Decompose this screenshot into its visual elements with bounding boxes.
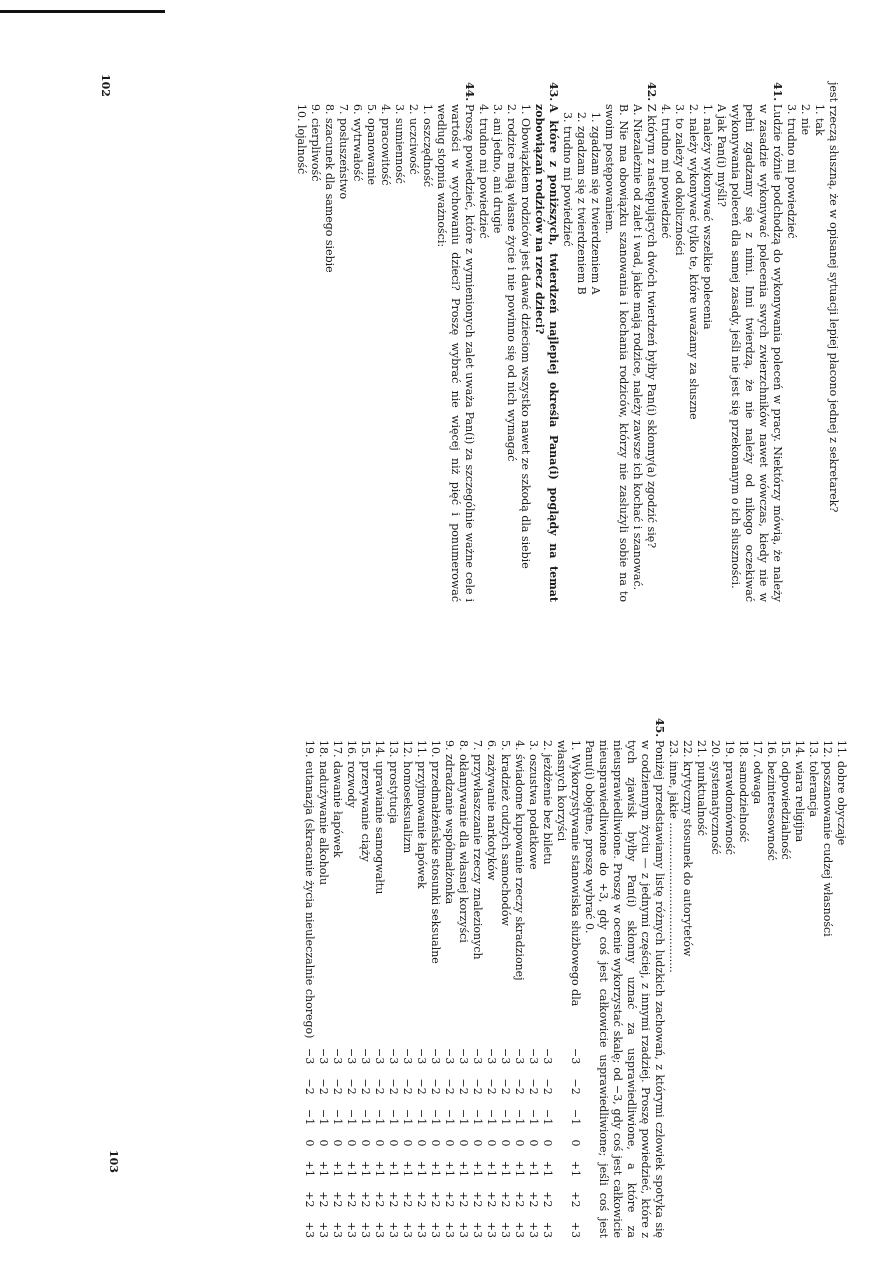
scale-value[interactable]: −2 [443,1078,456,1095]
option-item: 16. bezinteresowność [765,740,778,861]
question-number: 41. [771,82,784,102]
option-item: 10. lojalność [295,104,308,175]
option-item: 12. poszanowanie cudzej własności [821,740,834,937]
behaviour-label: 1. Wykorzystywanie stanowiska służbowego dla własnych korzyści [555,740,582,1007]
scale-value[interactable]: −2 [541,1078,554,1095]
scale-value[interactable]: −2 [387,1078,400,1095]
table-row [302,740,316,1238]
scale-value[interactable]: −2 [471,1078,484,1095]
scale-value[interactable]: +3 [499,1221,512,1238]
scale-value[interactable]: +1 [471,1160,484,1177]
scale-value[interactable]: +1 [415,1160,428,1177]
scale-value[interactable]: −3 [429,1048,442,1065]
table-row [484,740,498,1238]
option-item: 4. pracowitość [379,104,392,186]
behaviour-label: 14. uprawianie samogwałtu [373,740,386,895]
scale-value[interactable]: −1 [387,1109,400,1126]
behaviour-label: 19. eutanazja (skracanie życia nieuleczalnie chorego) [303,740,316,1039]
scale-value[interactable]: −2 [569,1078,582,1095]
table-row [414,740,428,1238]
question-43 [532,82,560,602]
behaviour-label: 8. okłamywanie dla własnej korzyści [457,740,470,943]
scale-value[interactable]: −1 [485,1109,498,1126]
scale-value[interactable]: −3 [569,1048,582,1065]
option-item: 2. rodzice mają własne życie i nie powinno się od nich wymagać [505,104,518,462]
option-item: 1. oszczędność [421,104,434,188]
question-text: Proszę powiedzieć, które z wymienionych zalet uważa Pan(i) za szczególnie ważne cele i wartości w wychowaniu dzieci? Proszę wybrać nie więcej niż pięć i ponumerować według stopnia ważności: [435,104,476,602]
scale-value[interactable]: −1 [457,1109,470,1126]
scale-value[interactable]: 0 [317,1139,330,1147]
scale-value[interactable]: −2 [415,1078,428,1095]
table-row [554,740,582,1238]
question-number: 43. [547,82,560,102]
scale-value[interactable]: +3 [443,1221,456,1238]
option-item: 17. odwaga [751,740,764,805]
rating-scale [358,1048,372,1238]
scale-value[interactable]: −3 [499,1048,512,1065]
scale-value[interactable]: −3 [513,1048,526,1065]
option-item: 5. opanowanie [365,104,378,186]
scale-value[interactable]: +2 [331,1191,344,1208]
behaviour-label: 11. przyjmowanie łapówek [415,740,428,889]
scale-value[interactable]: +2 [541,1191,554,1208]
scale-value[interactable]: +1 [541,1160,554,1177]
option-item: 3. ani jedno, ani drugie [491,104,504,234]
scale-value[interactable]: +3 [485,1221,498,1238]
behaviour-label: 9. zdradzanie współmałżonka [443,740,456,905]
rating-scale [400,1048,414,1238]
scale-value[interactable]: 0 [443,1139,456,1147]
scale-value[interactable]: +1 [569,1160,582,1177]
scale-value[interactable]: −3 [373,1048,386,1065]
scale-value[interactable]: −1 [415,1109,428,1126]
scale-value[interactable]: −3 [387,1048,400,1065]
scale-value[interactable]: −1 [499,1109,512,1126]
behaviour-label: 2. jeżdżenie bez biletu [541,740,554,865]
scale-value[interactable]: −2 [513,1078,526,1095]
scale-value[interactable]: 0 [429,1139,442,1147]
scale-value[interactable]: 0 [415,1139,428,1147]
scale-value[interactable]: +3 [373,1221,386,1238]
scale-value[interactable]: +3 [317,1221,330,1238]
scale-value[interactable]: +2 [569,1191,582,1208]
question-43-options [476,82,532,602]
table-row [540,740,554,1238]
option-item: 7. posłuszeństwo [337,104,350,200]
option-item: 1. Obowiązkiem rodziców jest dawać dzieciom wszystko nawet ze szkodą dla siebie [519,104,532,569]
scale-value[interactable]: +2 [345,1191,358,1208]
scale-value[interactable]: +3 [359,1221,372,1238]
scale-value[interactable]: −1 [429,1109,442,1126]
scale-value[interactable]: +1 [317,1160,330,1177]
scale-value[interactable]: −3 [457,1048,470,1065]
question-41-ask: A jak Pan(i) myśli? [715,104,728,207]
option-item: 3. trudno mi powiedzieć [785,104,798,239]
table-row [456,740,470,1238]
scale-value[interactable]: +1 [457,1160,470,1177]
rating-scale [512,1048,526,1238]
scale-value[interactable]: +3 [541,1221,554,1238]
table-row [470,740,484,1238]
scale-value[interactable]: −2 [331,1078,344,1095]
scale-value[interactable]: +2 [471,1191,484,1208]
scale-value[interactable]: −3 [443,1048,456,1065]
table-row [428,740,442,1238]
scale-value[interactable]: +3 [527,1221,540,1238]
scale-value[interactable]: +3 [569,1221,582,1238]
scale-value[interactable]: +3 [513,1221,526,1238]
option-item: 3. sumienność [393,104,406,184]
table-row [498,740,512,1238]
question-text: A które z poniższych, twierdzeń najlepiej określa Pana(i) poglądy na temat zobowiązań rodziców na rzecz dzieci? [533,104,560,602]
rating-scale [526,1048,540,1238]
behaviour-label: 4. świadome kupowanie rzeczy skradzionej [513,740,526,981]
top-rule [0,10,165,13]
intro-text: jest rzeczą słuszną, że w opisanej sytuacji lepiej płacono jednej z sekretarek? [827,82,840,513]
question-44-options [294,82,434,602]
scale-value[interactable]: +2 [387,1191,400,1208]
scale-value[interactable]: 0 [387,1139,400,1147]
scale-value[interactable]: −1 [345,1109,358,1126]
scale-value[interactable]: +3 [429,1221,442,1238]
question-45 [582,718,666,1238]
option-item: 9. cierpliwość [309,104,322,182]
behaviour-label: 16. rozwody [345,740,358,808]
behaviour-label: 12. homoseksualizm [401,740,414,854]
scale-value[interactable]: −1 [443,1109,456,1126]
scale-value[interactable]: +1 [359,1160,372,1177]
rating-scale [540,1048,554,1238]
table-row [442,740,456,1238]
scale-value[interactable]: 0 [359,1139,372,1147]
scale-value[interactable]: +3 [331,1221,344,1238]
scale-value[interactable]: −3 [527,1048,540,1065]
scale-value[interactable]: −2 [457,1078,470,1095]
behaviour-label: 3. oszustwa podatkowe [527,740,540,870]
rating-scale [330,1048,344,1238]
question-text: Z którym z następujących dwóch twierdzeń byłby Pan(i) skłonny(a) zgodzić się? [645,104,658,549]
option-item: 6. wytrwałość [351,104,364,182]
scale-value[interactable]: −3 [471,1048,484,1065]
scale-value[interactable]: 0 [485,1139,498,1147]
option-item: 14. wiara religijna [793,740,806,843]
scale-value[interactable]: −1 [331,1109,344,1126]
scale-value[interactable]: −2 [373,1078,386,1095]
scale-value[interactable]: +1 [331,1160,344,1177]
option-item: 2. zgadzam się z twierdzeniem B [575,112,588,295]
scale-value[interactable]: +1 [303,1160,316,1177]
scale-value[interactable]: −2 [359,1078,372,1095]
scale-value[interactable]: +1 [387,1160,400,1177]
option-item: 23. inne, jakie ........................................... [667,740,680,973]
scale-value[interactable]: 0 [569,1139,582,1147]
scale-value[interactable]: +3 [345,1221,358,1238]
table-row [512,740,526,1238]
option-item: 3. to zależy od okoliczności [673,104,686,256]
table-row [316,740,330,1238]
scale-value[interactable]: −1 [541,1109,554,1126]
scale-value[interactable]: 0 [499,1139,512,1147]
left-page [294,82,840,602]
rating-scale [316,1048,330,1238]
question-text: Ludzie różnie podchodzą do wykonywania poleceń w pracy. Niektórzy mówią, że należy w zasadzie wykonywać polecenia swych zwierzchników nawet wówczas, kiedy nie w pełni zgadzamy się z nimi. Inni twierdzą, że nie należy od nikogo oczekiwać wykonywania poleceń dla samej zasady, jeśli nie jest się przekonanym o ich słuszności. [729,104,784,602]
scale-value[interactable]: 0 [373,1139,386,1147]
scale-value[interactable]: +2 [499,1191,512,1208]
rating-scale [498,1048,512,1238]
behaviour-label: 17. dawanie łapówek [331,740,344,858]
option-item: 11. dobre obyczaje [835,740,848,846]
option-item: 20. systematyczność [709,740,722,855]
behaviour-label: 18. nadużywanie alkoholu [317,740,330,886]
table-row [386,740,400,1238]
scale-value[interactable]: +1 [429,1160,442,1177]
scale-value[interactable]: 0 [513,1139,526,1147]
scale-value[interactable]: −3 [485,1048,498,1065]
scale-value[interactable]: −2 [485,1078,498,1095]
scale-value[interactable]: +3 [471,1221,484,1238]
option-item: 2. należy wykonywać tylko te, które uważamy za słuszne [687,104,700,420]
behaviour-label: 10. przedmałżeńskie stosunki seksualne [429,740,442,964]
scale-value[interactable]: +3 [401,1221,414,1238]
question-42-options [560,82,602,602]
option-item: 21. punktualność [695,740,708,836]
option-item: 1. należy wykonywać wszelkie polecenia [701,104,714,330]
right-page [302,718,848,1238]
option-item: 4. trudno mi powiedzieć [477,104,490,239]
scale-value[interactable]: +1 [345,1160,358,1177]
scale-value[interactable]: 0 [527,1139,540,1147]
option-item: 22. krytyczny stosunek do autorytetów [681,740,694,957]
question-number: 42. [645,82,658,102]
scale-value[interactable]: +1 [401,1160,414,1177]
scale-value[interactable]: +3 [457,1221,470,1238]
scale-value[interactable]: −2 [499,1078,512,1095]
scale-value[interactable]: −3 [359,1048,372,1065]
scale-value[interactable]: +2 [485,1191,498,1208]
rating-scale [484,1048,498,1238]
table-row [372,740,386,1238]
question-number: 45. [653,718,666,738]
behaviour-rating-table [302,718,582,1238]
scale-value[interactable]: +1 [373,1160,386,1177]
table-row [330,740,344,1238]
scale-value[interactable]: −3 [345,1048,358,1065]
option-item: 2. uczciwość [407,104,420,175]
scale-value[interactable]: −3 [303,1048,316,1065]
intro-options [784,82,826,602]
scale-value[interactable]: −2 [401,1078,414,1095]
option-item: 2. nie [799,104,812,136]
scale-value[interactable]: 0 [457,1139,470,1147]
behaviour-label: 15. przerywanie ciąży [359,740,372,862]
option-item: 19. prawdomówność [723,740,736,855]
table-row [526,740,540,1238]
scale-value[interactable]: −1 [317,1109,330,1126]
scale-value[interactable]: +1 [499,1160,512,1177]
scale-value[interactable]: +2 [527,1191,540,1208]
behaviour-label: 6. zażywanie narkotyków [485,740,498,881]
scale-value[interactable]: −2 [303,1078,316,1095]
option-item: 1. tak [813,104,826,136]
scale-value[interactable]: 0 [401,1139,414,1147]
behaviour-label: 5. kradzież cudzych samochodów [499,740,512,926]
scale-value[interactable]: −1 [303,1109,316,1126]
scale-value[interactable]: +1 [513,1160,526,1177]
scale-value[interactable]: +2 [429,1191,442,1208]
rating-scale [428,1048,442,1238]
scale-value[interactable]: +3 [303,1221,316,1238]
scale-value[interactable]: −1 [471,1109,484,1126]
scale-value[interactable]: −1 [401,1109,414,1126]
scale-value[interactable]: −1 [373,1109,386,1126]
table-row [344,740,358,1238]
scale-value[interactable]: −3 [317,1048,330,1065]
question-text: Poniżej przedstawiamy listę różnych ludzkich zachowań, z którymi człowiek spotyka się w codziennym życiu — z jednymi częściej, z innymi rzadziej. Proszę powiedzieć, które z tych zjawisk byłby Pan(i) skłonny uznać za usprawiedliwione, a które za nieusprawiedliwione. Proszę w ocenie wykorzystać skalę; od −3, gdy coś jest całkowicie nieusprawiedliwione do +3, gdy coś jest całkowicie usprawiedliwione; jeśli coś jest Panu(i) obojętne, proszę wybrać 0. [583,740,666,1238]
behaviour-label: 7. przywłaszczanie rzeczy znalezionych [471,740,484,960]
scale-value[interactable]: −2 [345,1078,358,1095]
scale-value[interactable]: −2 [317,1078,330,1095]
option-item: 15. odpowiedzialność [779,740,792,860]
option-item: 8. szacunek dla samego siebie [323,104,336,273]
scale-value[interactable]: +2 [303,1191,316,1208]
option-item: 4. trudno mi powiedzieć [659,104,672,239]
scale-value[interactable]: +2 [401,1191,414,1208]
scale-value[interactable]: +2 [359,1191,372,1208]
rating-scale [386,1048,400,1238]
scale-value[interactable]: 0 [331,1139,344,1147]
rating-scale [442,1048,456,1238]
scale-value[interactable]: −1 [527,1109,540,1126]
scale-value[interactable]: +2 [373,1191,386,1208]
rating-scale [372,1048,386,1238]
question-41-options [658,82,714,602]
option-item: 13. tolerancja [807,740,820,818]
page-number-left: 102 [99,74,112,97]
scale-value[interactable]: −1 [359,1109,372,1126]
rating-scale [414,1048,428,1238]
scale-value[interactable]: +2 [457,1191,470,1208]
scale-value[interactable]: 0 [471,1139,484,1147]
question-41 [728,82,784,602]
scale-value[interactable]: +2 [317,1191,330,1208]
scale-value[interactable]: −3 [415,1048,428,1065]
scale-value[interactable]: −2 [429,1078,442,1095]
question-42 [644,82,658,602]
scale-value[interactable]: +1 [485,1160,498,1177]
rating-scale [302,1048,316,1238]
scale-value[interactable]: +2 [415,1191,428,1208]
statement-b: B. Nie ma obowiązku szanowania i kochania rodziców, którzy nie zasłużyli sobie na to swoim postępowaniem. [603,104,630,602]
values-list-continued [666,718,848,1238]
scale-value[interactable]: 0 [345,1139,358,1147]
scale-value[interactable]: −2 [527,1078,540,1095]
scale-value[interactable]: −1 [569,1109,582,1126]
rating-scale [456,1048,470,1238]
rating-scale [470,1048,484,1238]
rating-scale [554,1048,582,1238]
rating-scale [344,1048,358,1238]
scale-value[interactable]: +3 [415,1221,428,1238]
table-row [400,740,414,1238]
statement-a: A. Niezależnie od zalet i wad, jakie mają rodzice, należy zawsze ich kochać i szanować. [631,104,644,591]
scale-value[interactable]: 0 [541,1139,554,1147]
scale-value[interactable]: +3 [387,1221,400,1238]
table-row [358,740,372,1238]
scale-value[interactable]: +2 [443,1191,456,1208]
scale-value[interactable]: −3 [541,1048,554,1065]
scale-value[interactable]: +2 [513,1191,526,1208]
question-44 [434,82,476,602]
scale-value[interactable]: −3 [331,1048,344,1065]
page-number-right: 103 [107,1150,120,1173]
option-item: 18. samodzielność [737,740,750,843]
scale-value[interactable]: −1 [513,1109,526,1126]
scale-value[interactable]: −3 [401,1048,414,1065]
option-item: 3. trudno mi powiedzieć [561,112,574,247]
scale-value[interactable]: 0 [303,1139,316,1147]
behaviour-label: 13. prostytucja [387,740,400,824]
scale-value[interactable]: +1 [527,1160,540,1177]
question-number: 44. [463,82,476,102]
option-item: 1. zgadzam się z twierdzeniem A [589,112,602,295]
scale-value[interactable]: +1 [443,1160,456,1177]
